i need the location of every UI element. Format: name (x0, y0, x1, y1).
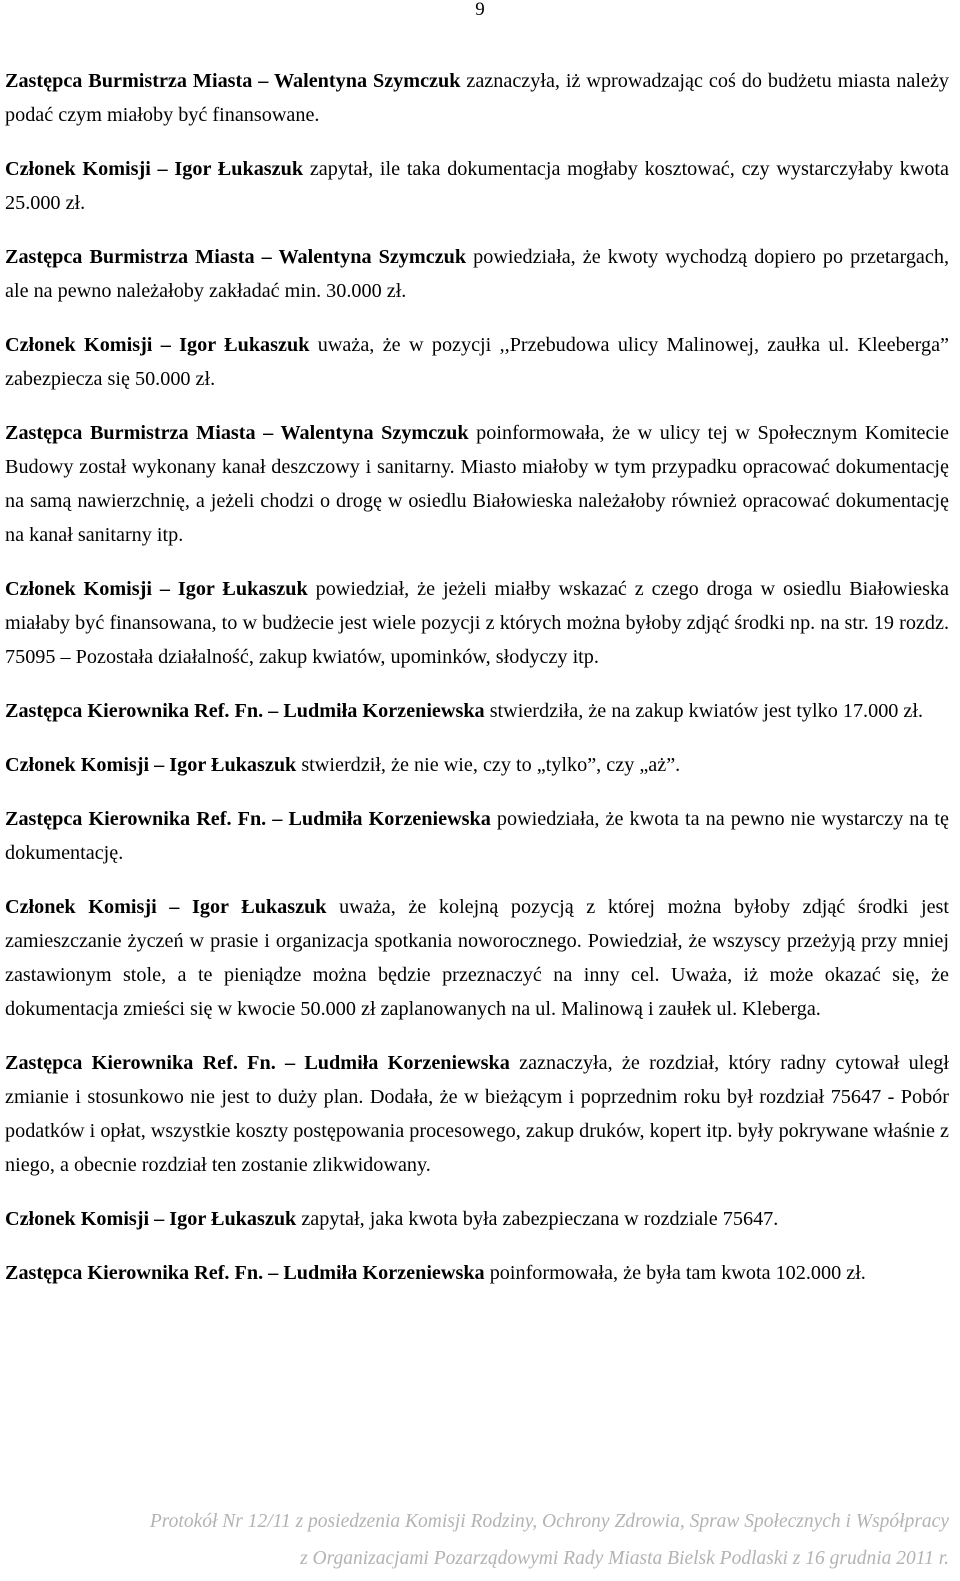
paragraph-7 (5, 694, 949, 728)
paragraph-text: zaznaczyła, iż wprowadzając coś do budżetu miasta należy podać czym miałoby być finansowane. (5, 70, 949, 126)
speaker-name: Zastępca Kierownika Ref. Fn. – Ludmiła Korzeniewska (5, 808, 491, 830)
paragraph-10 (5, 890, 949, 1026)
paragraph-13 (5, 1256, 949, 1290)
paragraph-text: poinformowała, że w ulicy tej w Społecznym Komitecie Budowy został wykonany kanał deszczowy i sanitarny. Miasto miałoby w tym przypadku opracować dokumentację na samą nawierzchnię, a jeżeli chodzi o drogę w osiedlu Białowieska należałoby również opracować dokumentację na kanał sanitarny itp. (5, 422, 949, 546)
paragraph-5 (5, 416, 949, 552)
speaker-name: Zastępca Kierownika Ref. Fn. – Ludmiła Korzeniewska (5, 1262, 485, 1284)
speaker-name: Członek Komisji – Igor Łukaszuk (5, 158, 304, 180)
paragraph-12 (5, 1202, 949, 1236)
paragraph-text: powiedział, że jeżeli miałby wskazać z czego droga w osiedlu Białowieska miałaby być finansowana, to w budżecie jest wiele pozycji z których można byłoby zdjąć środki np. na str. 19 rozdz. 75095 – Pozostała działalność, zakup kwiatów, upominków, słodyczy itp. (5, 578, 949, 668)
paragraph-11 (5, 1046, 949, 1182)
paragraph-8 (5, 748, 949, 782)
paragraph-text: uważa, że w pozycji ,,Przebudowa ulicy Malinowej, zaułka ul. Kleeberga” zabezpiecza się 50.000 zł. (5, 334, 949, 390)
paragraph-text: uważa, że kolejną pozycją z której można byłoby zdjąć środki jest zamieszczanie życzeń w prasie i organizacja spotkania noworocznego. Powiedział, że wszyscy przeżyją przy mniej zastawionym stole, a te pieniądze można będzie przeznaczyć na inny cel. Uważa, iż może okazać się, że dokumentacja zmieści się w kwocie 50.000 zł zaplanowanych na ul. Malinową i zaułek ul. Kleberga. (5, 896, 949, 1020)
paragraph-3 (5, 240, 949, 308)
speaker-name: Zastępca Burmistrza Miasta – Walentyna Szymczuk (5, 422, 469, 444)
speaker-name: Zastępca Kierownika Ref. Fn. – Ludmiła Korzeniewska (5, 1052, 510, 1074)
footer-line-2: z Organizacjami Pozarządowymi Rady Miasta Bielsk Podlaski z 16 grudnia 2011 r. (300, 1548, 949, 1569)
paragraph-4 (5, 328, 949, 396)
paragraph-9 (5, 802, 949, 870)
footer-line-1: Protokół Nr 12/11 z posiedzenia Komisji Rodziny, Ochrony Zdrowia, Spraw Społecznych i Współpracy (149, 1511, 949, 1532)
speaker-name: Członek Komisji – Igor Łukaszuk (5, 578, 308, 600)
paragraph-text: stwierdził, że nie wie, czy to „tylko”, czy „aż”. (296, 754, 681, 776)
speaker-name: Członek Komisji – Igor Łukaszuk (5, 334, 310, 356)
paragraph-text: zaznaczyła, że rozdział, który radny cytował uległ zmianie i stosunkowo nie jest to duży plan. Dodała, że w bieżącym i poprzednim roku był rozdział 75647 - Pobór podatków i opłat, wszystkie koszty postępowania procesowego, zakup druków, kopert itp. były pokrywane właśnie z niego, a obecnie rozdział ten zostanie zlikwidowany. (5, 1052, 949, 1176)
speaker-name: Zastępca Burmistrza Miasta – Walentyna Szymczuk (5, 246, 467, 268)
page-number: 9 (475, 0, 485, 20)
paragraph-text: zapytał, jaka kwota była zabezpieczana w rozdziale 75647. (296, 1208, 779, 1230)
paragraph-1 (5, 64, 949, 132)
paragraph-text: poinformowała, że była tam kwota 102.000 zł. (484, 1262, 866, 1284)
paragraph-2 (5, 152, 949, 220)
speaker-name: Członek Komisji – Igor Łukaszuk (5, 896, 327, 918)
paragraph-text: zapytał, ile taka dokumentacja mogłaby kosztować, czy wystarczyłaby kwota 25.000 zł. (5, 158, 949, 214)
paragraph-6 (5, 572, 949, 674)
paragraph-text: stwierdziła, że na zakup kwiatów jest tylko 17.000 zł. (484, 700, 924, 722)
paragraph-text: powiedziała, że kwota ta na pewno nie wystarczy na tę dokumentację. (5, 808, 949, 864)
speaker-name: Zastępca Kierownika Ref. Fn. – Ludmiła Korzeniewska (5, 700, 485, 722)
speaker-name: Członek Komisji – Igor Łukaszuk (5, 1208, 297, 1230)
document-body (5, 64, 949, 1310)
speaker-name: Członek Komisji – Igor Łukaszuk (5, 754, 297, 776)
speaker-name: Zastępca Burmistrza Miasta – Walentyna Szymczuk (5, 70, 461, 92)
paragraph-text: powiedziała, że kwoty wychodzą dopiero po przetargach, ale na pewno należałoby zakładać min. 30.000 zł. (5, 246, 949, 302)
